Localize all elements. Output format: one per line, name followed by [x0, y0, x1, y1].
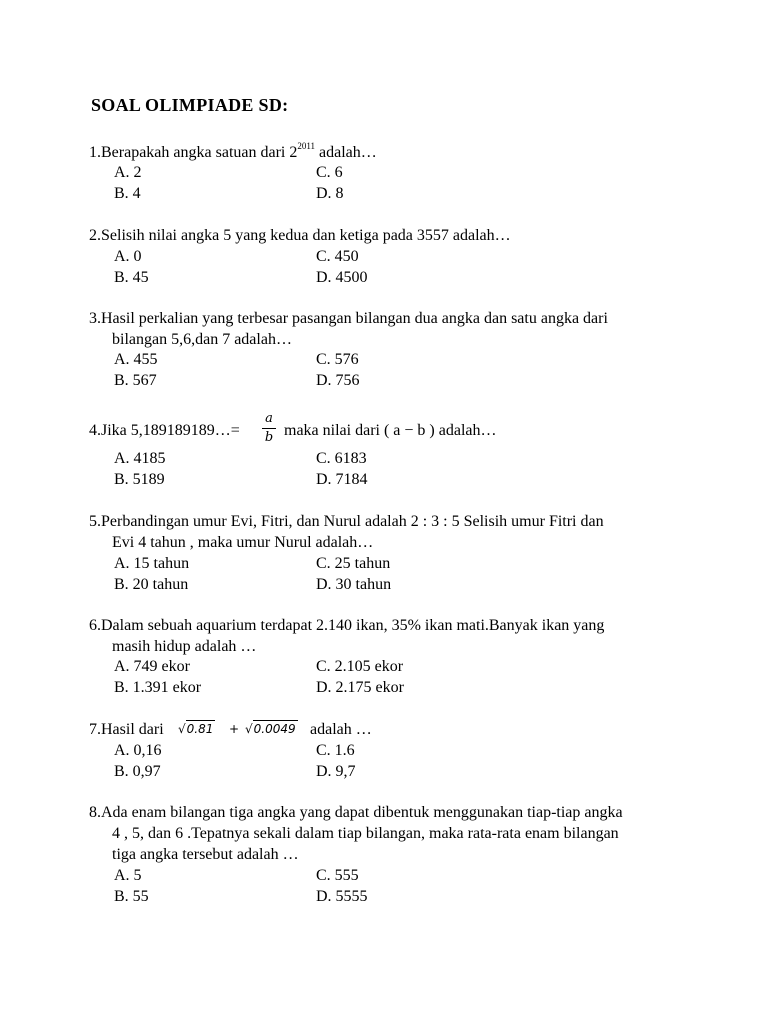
q3-option-c: C. 576: [316, 351, 359, 368]
q5-option-a: A. 15 tahun: [114, 555, 190, 572]
q4-option-a: A. 4185: [114, 450, 166, 467]
square-root-1: √0.81: [178, 722, 214, 736]
question-1: [89, 143, 377, 163]
question-3-line-2: bilangan 5,6,dan 7 adalah…: [112, 331, 292, 348]
question-2-text: 2.Selisih nilai angka 5 yang kedua dan ketiga pada 3557 adalah…: [89, 227, 511, 244]
q2-option-b: B. 45: [114, 269, 149, 286]
square-root-2-radicand: 0.0049: [253, 722, 296, 736]
q8-option-c: C. 555: [316, 867, 359, 884]
q7-option-c: C. 1.6: [316, 742, 355, 759]
question-4-text: 4.Jika 5,189189189…=: [89, 422, 240, 439]
q1-option-b: B. 4: [114, 185, 141, 202]
question-1-exponent: 2011: [297, 141, 316, 151]
q1-option-d: D. 8: [316, 185, 344, 202]
square-root-1-radicand: 0.81: [186, 722, 214, 736]
q5-option-d: D. 30 tahun: [316, 576, 392, 593]
q6-option-d: D. 2.175 ekor: [316, 679, 404, 696]
q5-option-c: C. 25 tahun: [316, 555, 391, 572]
question-8-line-2: 4 , 5, dan 6 .Tepatnya sekali dalam tiap bilangan, maka rata-rata enam bilangan: [112, 825, 619, 842]
question-8-line-1: 8.Ada enam bilangan tiga angka yang dapat dibentuk menggunakan tiap-tiap angka: [89, 804, 623, 821]
q4-option-d: D. 7184: [316, 471, 368, 488]
question-5-line-1: 5.Perbandingan umur Evi, Fitri, dan Nurul adalah 2 : 3 : 5 Selisih umur Fitri dan: [89, 513, 604, 530]
question-4-suffix: maka nilai dari ( a − b ) adalah…: [284, 422, 497, 439]
question-6-line-2: masih hidup adalah …: [112, 638, 257, 655]
question-5-line-2: Evi 4 tahun , maka umur Nurul adalah…: [112, 534, 374, 551]
q8-option-d: D. 5555: [316, 888, 368, 905]
question-1-suffix: adalah…: [315, 144, 377, 161]
q1-option-c: C. 6: [316, 164, 343, 181]
q6-option-c: C. 2.105 ekor: [316, 658, 404, 675]
question-7-suffix: adalah …: [310, 721, 372, 738]
q3-option-b: B. 567: [114, 372, 157, 389]
question-7-text: 7.Hasil dari: [89, 721, 164, 738]
plus-sign: +: [229, 722, 240, 736]
q8-option-b: B. 55: [114, 888, 149, 905]
question-1-text: 1.Berapakah angka satuan dari 2: [89, 144, 298, 161]
question-6-line-1: 6.Dalam sebuah aquarium terdapat 2.140 ikan, 35% ikan mati.Banyak ikan yang: [89, 617, 605, 634]
q2-option-a: A. 0: [114, 248, 142, 265]
q7-option-a: A. 0,16: [114, 742, 162, 759]
q2-option-c: C. 450: [316, 248, 359, 265]
q2-option-d: D. 4500: [316, 269, 368, 286]
q1-option-a: A. 2: [114, 164, 142, 181]
square-root-2: √0.0049: [245, 722, 296, 736]
q8-option-a: A. 5: [114, 867, 142, 884]
q4-option-b: B. 5189: [114, 471, 165, 488]
q4-option-c: C. 6183: [316, 450, 367, 467]
fraction-numerator: a: [265, 411, 273, 426]
q7-option-d: D. 9,7: [316, 763, 356, 780]
page-title: SOAL OLIMPIADE SD:: [91, 95, 289, 115]
q3-option-a: A. 455: [114, 351, 158, 368]
question-3-line-1: 3.Hasil perkalian yang terbesar pasangan bilangan dua angka dan satu angka dari: [89, 310, 608, 327]
q3-option-d: D. 756: [316, 372, 360, 389]
q7-option-b: B. 0,97: [114, 763, 161, 780]
q6-option-b: B. 1.391 ekor: [114, 679, 202, 696]
question-8-line-3: tiga angka tersebut adalah …: [112, 846, 299, 863]
q5-option-b: B. 20 tahun: [114, 576, 189, 593]
fraction-bar: [262, 428, 276, 429]
q6-option-a: A. 749 ekor: [114, 658, 190, 675]
fraction-denominator: b: [264, 430, 274, 445]
